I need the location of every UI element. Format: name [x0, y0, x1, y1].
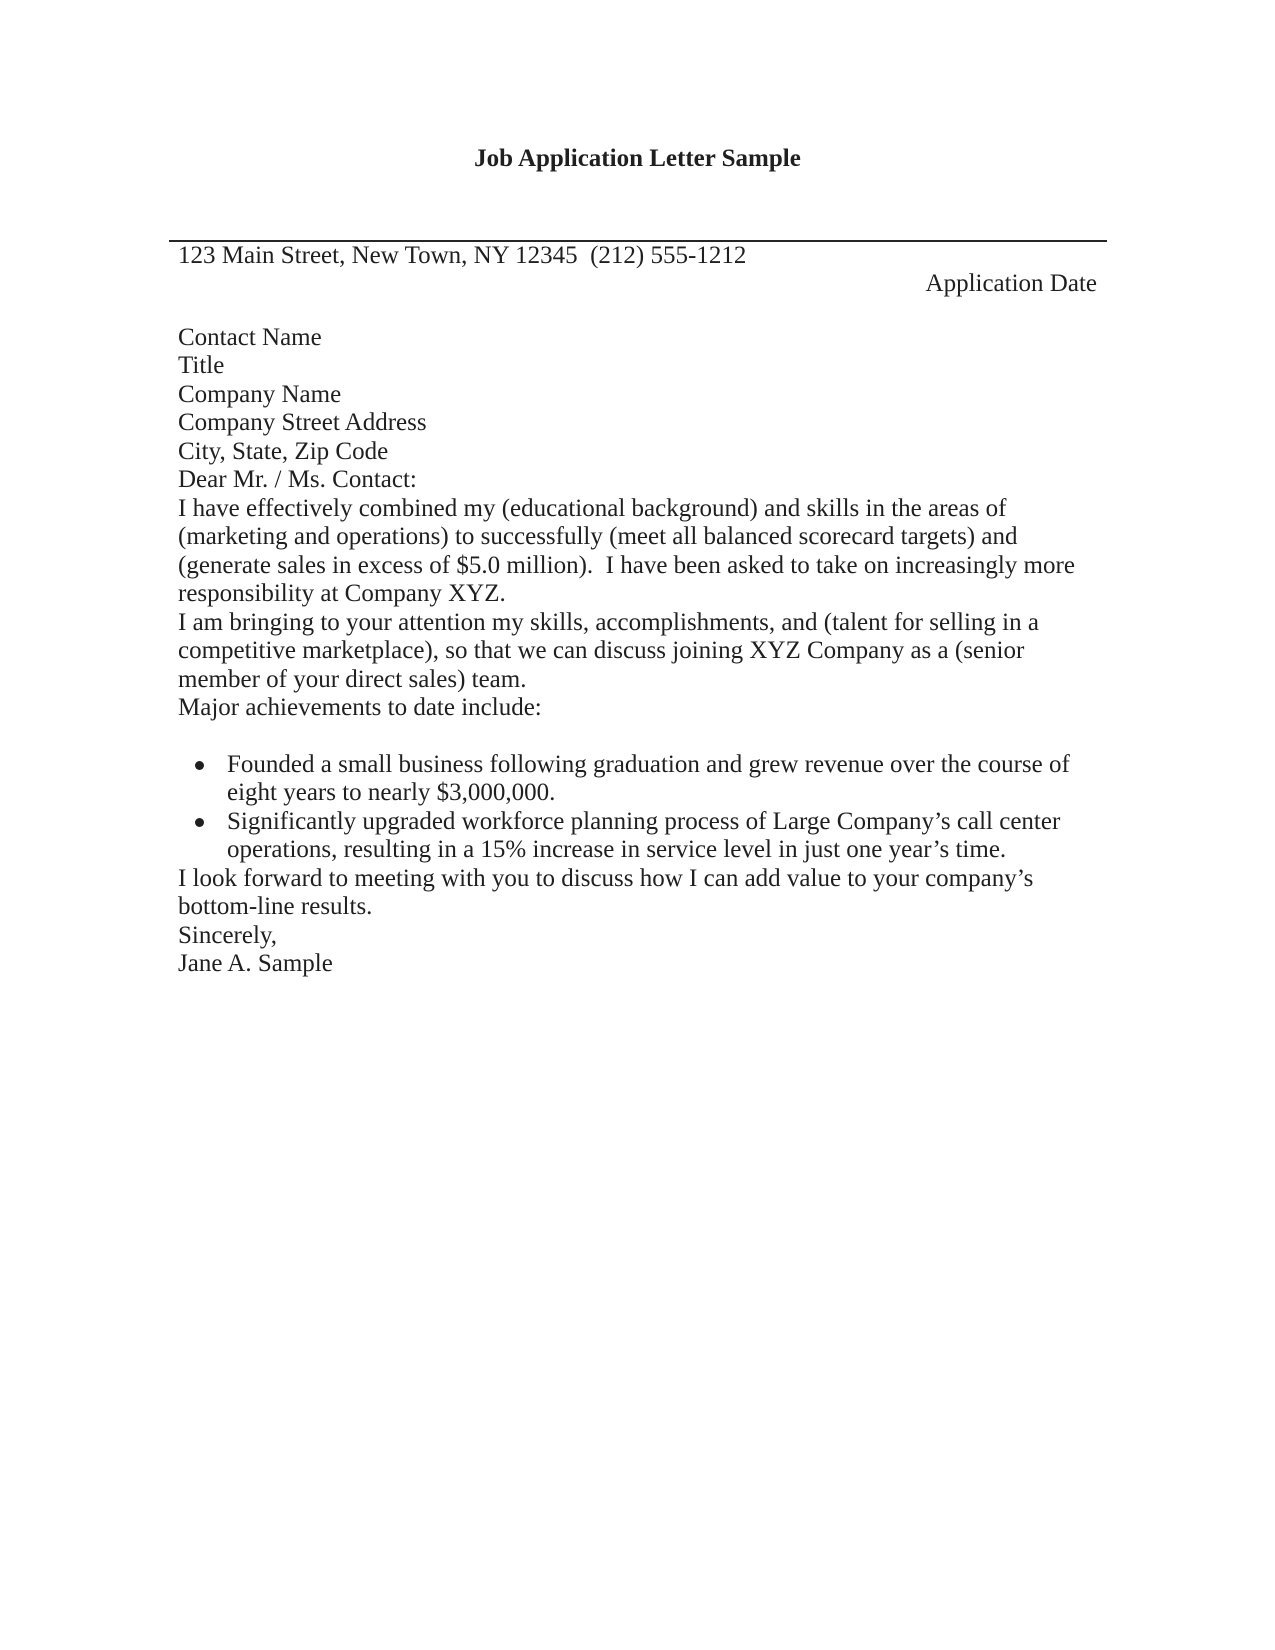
- recipient-company-name: Company Name: [178, 380, 342, 408]
- list-item: [178, 751, 1097, 808]
- bullet-icon: [195, 761, 204, 770]
- list-item: [178, 808, 1097, 865]
- recipient-company-street-address: Company Street Address: [178, 409, 427, 436]
- bullet-icon: [195, 818, 204, 827]
- recipient-contact-name: Contact Name: [178, 323, 322, 351]
- achievements-list: [178, 751, 1097, 865]
- valediction: Sincerely,: [178, 921, 278, 949]
- recipient-city-state-zip: City, State, Zip Code: [178, 437, 389, 465]
- document-title: Job Application Letter Sample: [474, 145, 801, 172]
- recipient-address-block: [178, 324, 1097, 467]
- recipient-title: Title: [178, 352, 225, 379]
- sender-address-line: 123 Main Street, New Town, NY 12345 (212) 555-1212: [178, 241, 747, 269]
- body-paragraph-2: I am bringing to your attention my skills, accomplishments, and (talent for selling in a competitive marketplace), so that we can discuss joining XYZ Company as a (senior member of your direct sales) team.: [178, 608, 1046, 693]
- closing-paragraph: I look forward to meeting with you to discuss how I can add value to your company’s bottom-line results.: [178, 864, 1040, 920]
- achievement-bullet-text-2: Significantly upgraded workforce planning process of Large Company’s call center operations, resulting in a 15% increase in service level in just one year’s time.: [227, 807, 1067, 863]
- signature-name: Jane A. Sample: [178, 950, 333, 977]
- achievement-bullet-text-1: Founded a small business following graduation and grew revenue over the course of eight years to nearly $3,000,000.: [227, 750, 1077, 806]
- application-date-label: Application Date: [925, 270, 1097, 297]
- achievements-heading: Major achievements to date include:: [178, 694, 542, 721]
- salutation: Dear Mr. / Ms. Contact:: [178, 466, 417, 493]
- body-paragraph-1: I have effectively combined my (educational background) and skills in the areas of (marketing and operations) to successfully (meet all balanced scorecard targets) and (generate sales in excess of $5.0 million). I have been asked to take on increasingly more responsibility at Company XYZ.: [178, 494, 1082, 607]
